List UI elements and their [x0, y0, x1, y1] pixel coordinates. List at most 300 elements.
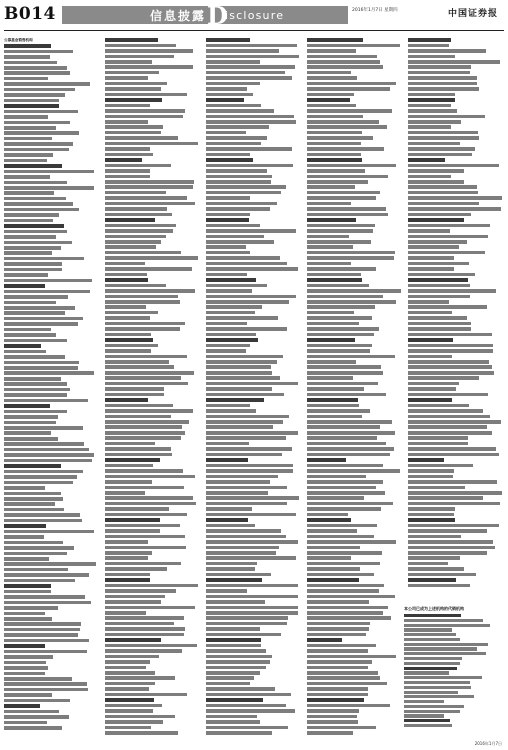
text-line — [408, 38, 451, 42]
text-line — [206, 311, 255, 315]
text-line — [206, 93, 253, 97]
issue-date: 2016年1月7日 星期四 — [352, 8, 398, 13]
text-line — [206, 142, 261, 146]
text-line — [206, 469, 293, 473]
text-line — [408, 436, 468, 440]
text-line — [105, 256, 198, 260]
text-line — [307, 567, 360, 571]
text-line — [4, 666, 48, 670]
text-line — [105, 147, 150, 151]
text-line — [206, 382, 298, 386]
text-line — [4, 208, 79, 212]
text-line — [307, 65, 383, 69]
text-line — [408, 546, 495, 550]
text-line — [408, 475, 453, 479]
text-line — [307, 415, 362, 419]
text-line — [307, 502, 393, 506]
text-line — [4, 497, 63, 501]
text-line — [105, 425, 182, 429]
text-line — [408, 76, 477, 80]
text-line — [105, 507, 169, 511]
text-line — [4, 568, 68, 572]
text-line — [4, 235, 56, 239]
text-line — [105, 175, 150, 179]
text-line — [408, 213, 471, 217]
text-line — [408, 104, 451, 108]
text-line — [105, 185, 193, 189]
text-line — [307, 235, 349, 239]
text-line — [206, 185, 286, 189]
text-line — [105, 731, 178, 735]
text-line — [206, 245, 246, 249]
text-line — [105, 82, 167, 86]
text-line — [408, 431, 492, 435]
text-line — [307, 316, 372, 320]
text-line — [404, 624, 490, 627]
text-line — [408, 229, 450, 233]
text-line — [404, 691, 458, 694]
text-line — [408, 158, 445, 162]
text-line — [206, 295, 296, 299]
text-line — [408, 453, 499, 457]
text-line — [307, 704, 390, 708]
text-line — [206, 202, 277, 206]
text-line — [206, 502, 287, 506]
text-line — [206, 431, 298, 435]
text-line — [408, 256, 454, 260]
text-line — [206, 284, 267, 288]
text-line — [307, 344, 372, 348]
text-line — [206, 644, 261, 648]
text-line — [206, 666, 266, 670]
text-line — [206, 273, 247, 277]
text-line — [105, 709, 153, 713]
text-line — [4, 273, 48, 277]
text-line — [105, 387, 164, 391]
text-line — [105, 120, 148, 124]
text-line — [105, 196, 187, 200]
text-line — [206, 360, 277, 364]
text-line — [4, 290, 90, 294]
text-line — [4, 442, 84, 446]
text-line — [206, 49, 279, 53]
text-line — [206, 507, 252, 511]
text-line — [4, 579, 75, 583]
text-line — [105, 224, 176, 228]
text-line — [307, 218, 356, 222]
text-line — [4, 121, 70, 125]
text-line — [307, 245, 353, 249]
text-line — [408, 529, 487, 533]
text-line — [408, 60, 500, 64]
text-line — [408, 115, 485, 119]
text-line — [408, 507, 455, 511]
text-line — [105, 338, 153, 342]
text-line — [408, 376, 479, 380]
text-line — [408, 409, 483, 413]
text-line — [408, 191, 478, 195]
text-line — [307, 633, 366, 637]
text-line — [105, 38, 158, 42]
text-line — [408, 333, 492, 337]
text-line — [105, 524, 180, 528]
text-line — [4, 322, 78, 326]
text-line — [206, 267, 298, 271]
text-line — [307, 698, 364, 702]
text-line — [307, 720, 358, 724]
section-banner — [62, 1, 348, 30]
text-line — [307, 649, 368, 653]
text-line — [105, 442, 155, 446]
text-line — [307, 595, 395, 599]
column-5 — [408, 38, 504, 604]
text-line — [408, 71, 470, 75]
column-3 — [206, 38, 302, 744]
text-line — [408, 147, 475, 151]
masthead — [0, 0, 508, 30]
text-line — [307, 709, 359, 713]
text-line — [105, 573, 150, 577]
text-line — [105, 44, 176, 48]
text-line — [206, 486, 287, 490]
text-line — [4, 541, 63, 545]
text-line — [4, 115, 48, 119]
text-line — [105, 546, 186, 550]
text-line — [206, 551, 276, 555]
text-line — [105, 616, 184, 620]
text-line — [408, 322, 471, 326]
text-line — [206, 55, 299, 59]
text-line — [4, 622, 81, 626]
text-line — [206, 556, 296, 560]
text-line — [4, 268, 62, 272]
text-line — [4, 257, 84, 261]
text-line — [4, 339, 67, 343]
text-line — [206, 535, 286, 539]
text-line — [307, 256, 394, 260]
text-line — [307, 475, 366, 479]
text-line — [206, 415, 289, 419]
text-line — [206, 496, 299, 500]
text-line — [105, 671, 155, 675]
text-line — [105, 327, 180, 331]
text-line — [105, 344, 158, 348]
text-line — [105, 458, 160, 462]
text-line — [206, 726, 288, 730]
text-line — [105, 322, 185, 326]
text-line — [105, 535, 185, 539]
text-line — [206, 676, 254, 680]
page-code: B014 — [4, 4, 56, 24]
text-line — [105, 355, 187, 359]
text-line — [4, 726, 62, 730]
text-line — [307, 349, 370, 353]
text-line — [4, 617, 52, 621]
text-line — [206, 120, 296, 124]
text-line — [307, 120, 379, 124]
text-line — [408, 82, 477, 86]
text-line — [307, 556, 351, 560]
text-line — [105, 415, 171, 419]
text-line — [206, 316, 278, 320]
text-line — [206, 229, 296, 233]
text-line — [4, 191, 54, 195]
text-line — [4, 361, 79, 365]
text-line — [4, 344, 41, 348]
text-line — [307, 224, 375, 228]
text-line — [408, 109, 457, 113]
text-line — [307, 638, 342, 642]
text-line — [4, 562, 96, 566]
text-line — [206, 365, 271, 369]
text-line — [4, 459, 92, 463]
text-line — [4, 355, 65, 359]
text-line — [307, 322, 359, 326]
text-line — [4, 295, 68, 299]
text-line — [206, 256, 280, 260]
text-line — [408, 262, 469, 266]
text-line — [105, 600, 161, 604]
text-line — [408, 360, 489, 364]
text-line — [408, 415, 490, 419]
text-line — [206, 420, 283, 424]
text-line — [105, 267, 192, 271]
text-line — [4, 573, 89, 577]
text-line — [206, 475, 278, 479]
text-line — [307, 76, 357, 80]
text-line — [4, 82, 90, 86]
text-line — [4, 415, 58, 419]
text-line — [307, 376, 353, 380]
text-line — [4, 66, 67, 70]
text-line — [4, 388, 70, 392]
text-line — [307, 409, 370, 413]
text-line — [4, 595, 85, 599]
text-line — [105, 469, 183, 473]
text-line — [105, 295, 178, 299]
text-line — [105, 300, 180, 304]
text-line — [206, 600, 265, 604]
text-line — [105, 480, 152, 484]
text-line — [206, 218, 249, 222]
text-line — [307, 55, 377, 59]
text-line — [105, 464, 153, 468]
text-line — [206, 704, 286, 708]
text-line — [408, 175, 451, 179]
text-line — [206, 578, 262, 582]
text-line — [4, 426, 83, 430]
text-line — [408, 464, 473, 468]
text-line — [307, 125, 387, 129]
text-line — [206, 76, 292, 80]
text-line — [105, 611, 146, 615]
text-line — [105, 704, 162, 708]
text-line — [307, 676, 380, 680]
text-line — [4, 71, 70, 75]
text-line — [105, 76, 148, 80]
text-line — [4, 224, 64, 228]
text-line — [105, 284, 166, 288]
text-line — [307, 207, 386, 211]
text-line — [4, 682, 87, 686]
text-line — [206, 289, 252, 293]
text-line — [4, 421, 56, 425]
text-line — [105, 589, 176, 593]
text-line — [4, 508, 64, 512]
text-line — [4, 519, 82, 523]
text-line — [4, 628, 80, 632]
text-line — [408, 185, 477, 189]
text-line — [307, 660, 372, 664]
text-line — [408, 578, 456, 582]
text-line — [4, 513, 80, 517]
text-line — [105, 98, 162, 102]
text-line — [408, 458, 444, 462]
text-line — [4, 464, 61, 468]
text-line — [206, 251, 250, 255]
footer-date: 2016年1月7日 — [474, 741, 502, 746]
text-line — [206, 44, 297, 48]
text-line — [206, 305, 262, 309]
text-line — [105, 627, 185, 631]
text-line — [408, 305, 487, 309]
text-line — [105, 207, 167, 211]
text-line — [307, 562, 380, 566]
text-line — [206, 71, 285, 75]
text-line — [404, 633, 456, 636]
text-line — [4, 715, 69, 719]
text-line — [105, 142, 198, 146]
text-line — [404, 705, 464, 708]
text-line — [408, 491, 502, 495]
text-line — [105, 655, 159, 659]
text-line — [4, 137, 52, 141]
text-line — [307, 622, 370, 626]
text-line — [206, 611, 298, 615]
text-line — [206, 720, 260, 724]
text-line — [408, 496, 483, 500]
text-line — [206, 409, 256, 413]
text-line — [307, 693, 368, 697]
text-line — [206, 147, 292, 151]
text-line — [307, 251, 395, 255]
text-line — [4, 99, 59, 103]
text-line — [307, 535, 374, 539]
text-line — [206, 693, 291, 697]
text-line — [4, 333, 56, 337]
text-line — [307, 546, 360, 550]
text-line — [4, 142, 73, 146]
text-line — [307, 382, 378, 386]
text-line — [206, 671, 260, 675]
text-line — [105, 502, 196, 506]
text-line — [307, 551, 382, 555]
text-line — [307, 147, 384, 151]
text-line — [206, 589, 247, 593]
text-line — [105, 289, 195, 293]
text-line — [408, 349, 493, 353]
text-line — [307, 666, 368, 670]
text-line — [307, 202, 351, 206]
text-line — [408, 169, 464, 173]
text-line — [307, 436, 377, 440]
text-line — [404, 667, 457, 670]
text-line — [408, 327, 471, 331]
text-line — [4, 502, 55, 506]
text-line — [307, 289, 401, 293]
text-line — [105, 60, 152, 64]
text-line — [206, 436, 286, 440]
text-line — [105, 584, 198, 588]
text-line — [206, 633, 281, 637]
text-line — [404, 652, 486, 655]
text-line — [206, 87, 247, 91]
text-line — [206, 698, 263, 702]
text-line — [404, 714, 444, 717]
text-line — [408, 518, 455, 522]
text-line — [4, 230, 67, 234]
text-line — [206, 627, 260, 631]
text-line — [206, 60, 260, 64]
text-line — [105, 453, 172, 457]
text-line — [4, 393, 67, 397]
text-line — [408, 524, 499, 528]
text-line — [408, 235, 488, 239]
text-line — [307, 338, 355, 342]
text-line — [4, 93, 65, 97]
text-line — [307, 60, 380, 64]
text-line — [307, 49, 356, 53]
text-line — [307, 142, 361, 146]
text-line — [4, 492, 61, 496]
text-line — [307, 491, 385, 495]
text-line — [4, 721, 47, 725]
text-line — [206, 682, 250, 686]
text-line — [408, 284, 470, 288]
text-line — [307, 360, 356, 364]
text-line — [307, 136, 373, 140]
text-line — [105, 278, 148, 282]
text-line — [105, 333, 151, 337]
text-line — [408, 278, 468, 282]
text-line — [408, 44, 449, 48]
text-line — [408, 311, 452, 315]
text-line — [105, 273, 147, 277]
text-line — [408, 371, 494, 375]
text-line — [206, 606, 298, 610]
text-line — [408, 425, 487, 429]
text-line — [206, 480, 270, 484]
text-line — [307, 507, 381, 511]
text-line — [307, 278, 362, 282]
text-line — [4, 601, 91, 605]
text-line — [105, 529, 160, 533]
text-line — [307, 393, 386, 397]
text-line — [105, 371, 194, 375]
text-line — [206, 240, 274, 244]
text-line — [206, 638, 261, 642]
text-line — [307, 267, 376, 271]
text-line — [408, 267, 454, 271]
text-line — [307, 180, 368, 184]
text-line — [105, 404, 173, 408]
text-line — [4, 399, 88, 403]
text-line — [206, 115, 294, 119]
text-line — [404, 662, 460, 665]
text-line — [206, 104, 261, 108]
text-line — [307, 262, 351, 266]
text-line — [206, 616, 288, 620]
